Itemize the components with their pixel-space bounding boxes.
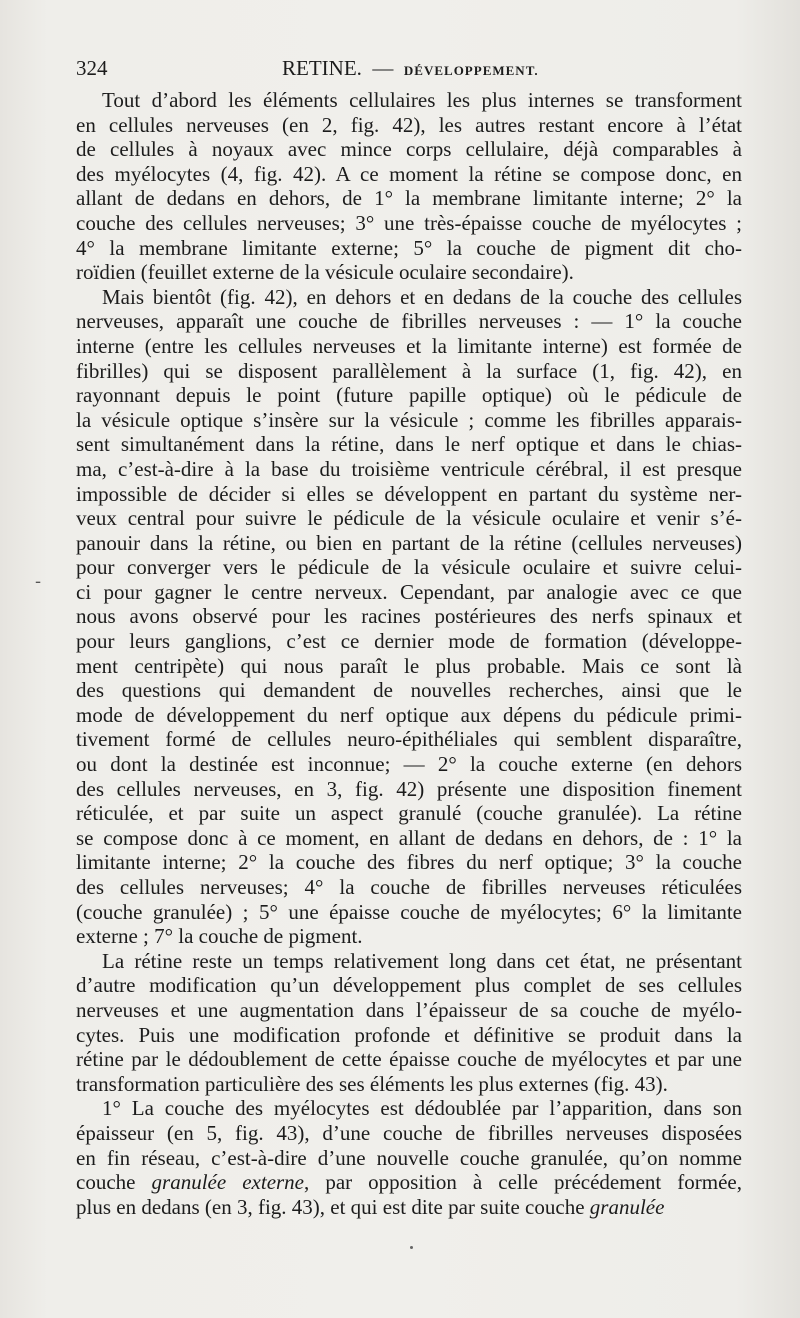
text-line: 1° La couche des myélocytes est dédoublée par l’apparition, dans son [102,1096,742,1121]
text-line: tivement formé de cellules neuro-épithéliales qui semblent disparaître, [76,727,742,752]
text-line [76,1195,742,1220]
text-line: Mais bientôt (fig. 42), en dehors et en dedans de la couche des cellules [102,284,742,309]
text-line: rétine par le dédoublement de cette épaisse couche de myélocytes et par une [76,1047,742,1072]
text-line: nous avons observé pour les racines postérieures des nerfs spinaux et [76,604,742,629]
text-line: ou dont la destinée est inconnue; — 2° la couche externe (en dehors [76,752,742,777]
text-line: allant de dedans en dehors, de 1° la membrane limitante interne; 2° la [76,186,742,211]
text-line: de cellules à noyaux avec mince corps cellulaire, déjà comparables à [76,137,742,162]
text-line: en fin réseau, c’est-à-dire d’une nouvelle couche granulée, qu’on nomme [76,1145,742,1170]
text-segment: plus en dedans (en 3, fig. 43), et qui est dite par suite couche [76,1194,590,1219]
text-line: transformation particulière des ses éléments les plus externes (fig. 43). [76,1071,668,1096]
text-line: La rétine reste un temps relativement long dans cet état, ne présentant [102,948,742,973]
text-line: nerveuses et une augmentation dans l’épaisseur de sa couche de myélo- [76,997,742,1022]
text-line: veux central pour suivre le pédicule de la vésicule oculaire et venir s’é- [76,506,742,531]
text-line: ci pour gagner le centre nerveux. Cependant, par analogie avec ce que [76,579,742,604]
text-line: nerveuses, apparaît une couche de fibrilles nerveuses : — 1° la couche [76,309,742,334]
text-line: panouir dans la rétine, ou bien en partant de la rétine (cellules nerveuses) [76,530,742,555]
text-line: interne (entre les cellules nerveuses et la limitante interne) est formée de [76,333,742,358]
text-line: épaisseur (en 5, fig. 43), d’une couche de fibrilles nerveuses disposées [76,1120,742,1145]
text-line: ma, c’est-à-dire à la base du troisième ventricule cérébral, il est presque [76,456,742,481]
printer-speck [410,1246,413,1249]
text-line: pour leurs ganglions, c’est ce dernier mode de formation (développe- [76,629,742,654]
text-line: se compose donc à ce moment, en allant de dedans en dehors, de : 1° la [76,825,742,850]
text-line: fibrilles) qui se disposent parallèlement à la surface (1, fig. 42), en [76,358,742,383]
text-line: roïdien (feuillet externe de la vésicule oculaire secondaire). [76,260,574,285]
text-line: limitante interne; 2° la couche des fibres du nerf optique; 3° la couche [76,850,742,875]
text-line: ment centripète) qui nous paraît le plus probable. Mais ce sont là [76,653,742,678]
text-line: 4° la membrane limitante externe; 5° la couche de pigment dit cho- [76,235,742,260]
text-line: impossible de décider si elles se développent en partant du système ner- [76,481,742,506]
running-head-dash: — [372,56,394,80]
text-line: Tout d’abord les éléments cellulaires les plus internes se transforment [102,88,742,112]
text-line: réticulée, et par suite un aspect granulé (couche granulée). La rétine [76,801,742,826]
text-segment: couche [76,1170,152,1195]
text-line [76,1170,742,1195]
text-line: (couche granulée) ; 5° une épaisse couche de myélocytes; 6° la limitante [76,899,742,924]
margin-mark: - [35,571,42,592]
text-line: sent simultanément dans la rétine, dans le nerf optique et dans le chias- [76,432,742,457]
text-line: la vésicule optique s’insère sur la vésicule ; comme les fibrilles apparais- [76,407,742,432]
text-line: des cellules nerveuses, en 3, fig. 42) présente une disposition finement [76,776,742,801]
text-line: des myélocytes (4, fig. 42). A ce moment la rétine se compose donc, en [76,161,742,186]
text-line: externe ; 7° la couche de pigment. [76,924,363,949]
italic-term: granulée externe [151,1170,305,1195]
text-line: d’autre modification qu’un développement plus complet de ses cellules [76,973,742,998]
text-line: cytes. Puis une modification profonde et définitive se produit dans la [76,1022,742,1047]
text-line: des questions qui demandent de nouvelles recherches, ainsi que le [76,678,742,703]
running-head-subtitle: DÉVELOPPEMENT. [403,63,539,78]
running-head [282,56,539,81]
text-segment: , par opposition à celle précédement formée, [304,1170,742,1195]
text-line: en cellules nerveuses (en 2, fig. 42), les autres restant encore à l’état [76,112,742,137]
body-text [76,88,742,1219]
page-number: 324 [76,56,108,80]
text-line: mode de développement du nerf optique aux dépens du pédicule primi- [76,702,742,727]
text-line: pour converger vers le pédicule de la vésicule oculaire et suivre celui- [76,555,742,580]
text-line: rayonnant depuis le point (future papille optique) où le pédicule de [76,383,742,408]
text-line: couche des cellules nerveuses; 3° une très-épaisse couche de myélocytes ; [76,210,742,235]
running-head-title: RETINE. [282,56,362,80]
text-line: des cellules nerveuses; 4° la couche de fibrilles nerveuses réticulées [76,875,742,899]
italic-term: granulée [589,1194,665,1219]
page-header [76,56,742,86]
